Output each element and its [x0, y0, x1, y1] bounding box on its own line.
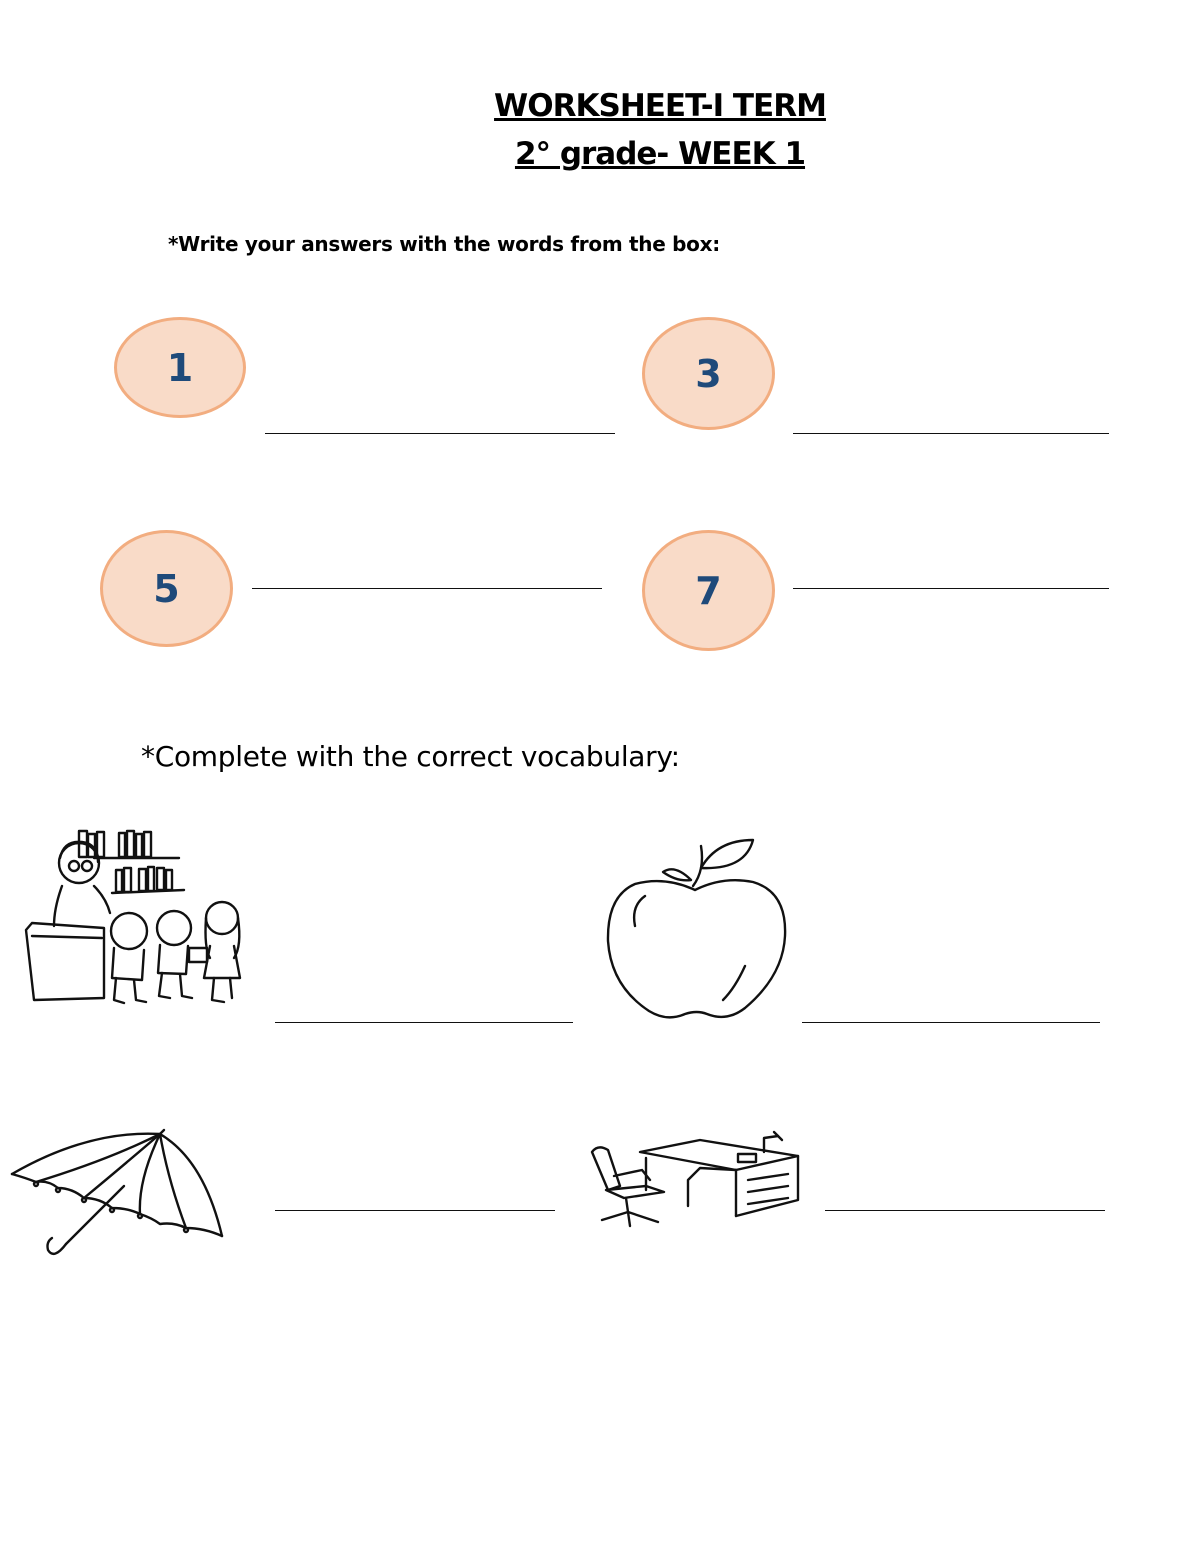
vocab-line-umbrella[interactable]	[275, 1210, 555, 1211]
answer-line-5[interactable]	[252, 588, 602, 589]
answer-line-1[interactable]	[265, 433, 615, 434]
apple-icon	[605, 836, 790, 1024]
vocab-line-apple[interactable]	[802, 1022, 1100, 1023]
desk-chair-icon	[588, 1130, 803, 1230]
number-label: 5	[153, 566, 180, 611]
number-circle-3	[642, 317, 775, 430]
number-label: 1	[166, 345, 194, 390]
number-circle-5	[100, 530, 233, 647]
answer-line-3[interactable]	[793, 433, 1109, 434]
answer-line-7[interactable]	[793, 588, 1109, 589]
library-scene-icon	[24, 828, 249, 1013]
vocab-line-library[interactable]	[275, 1022, 573, 1023]
grade-week-title: 2° grade- WEEK 1	[514, 136, 806, 172]
number-circle-7	[642, 530, 775, 651]
umbrella-icon	[8, 1130, 228, 1270]
instruction-complete-vocabulary: *Complete with the correct vocabulary:	[141, 740, 680, 773]
number-label: 7	[695, 568, 722, 613]
instruction-write-answers: *Write your answers with the words from the box:	[168, 232, 720, 256]
number-circle-1	[114, 317, 246, 418]
worksheet-title: WORKSHEET-I TERM	[494, 88, 826, 124]
vocab-line-desk[interactable]	[825, 1210, 1105, 1211]
number-label: 3	[695, 351, 722, 396]
